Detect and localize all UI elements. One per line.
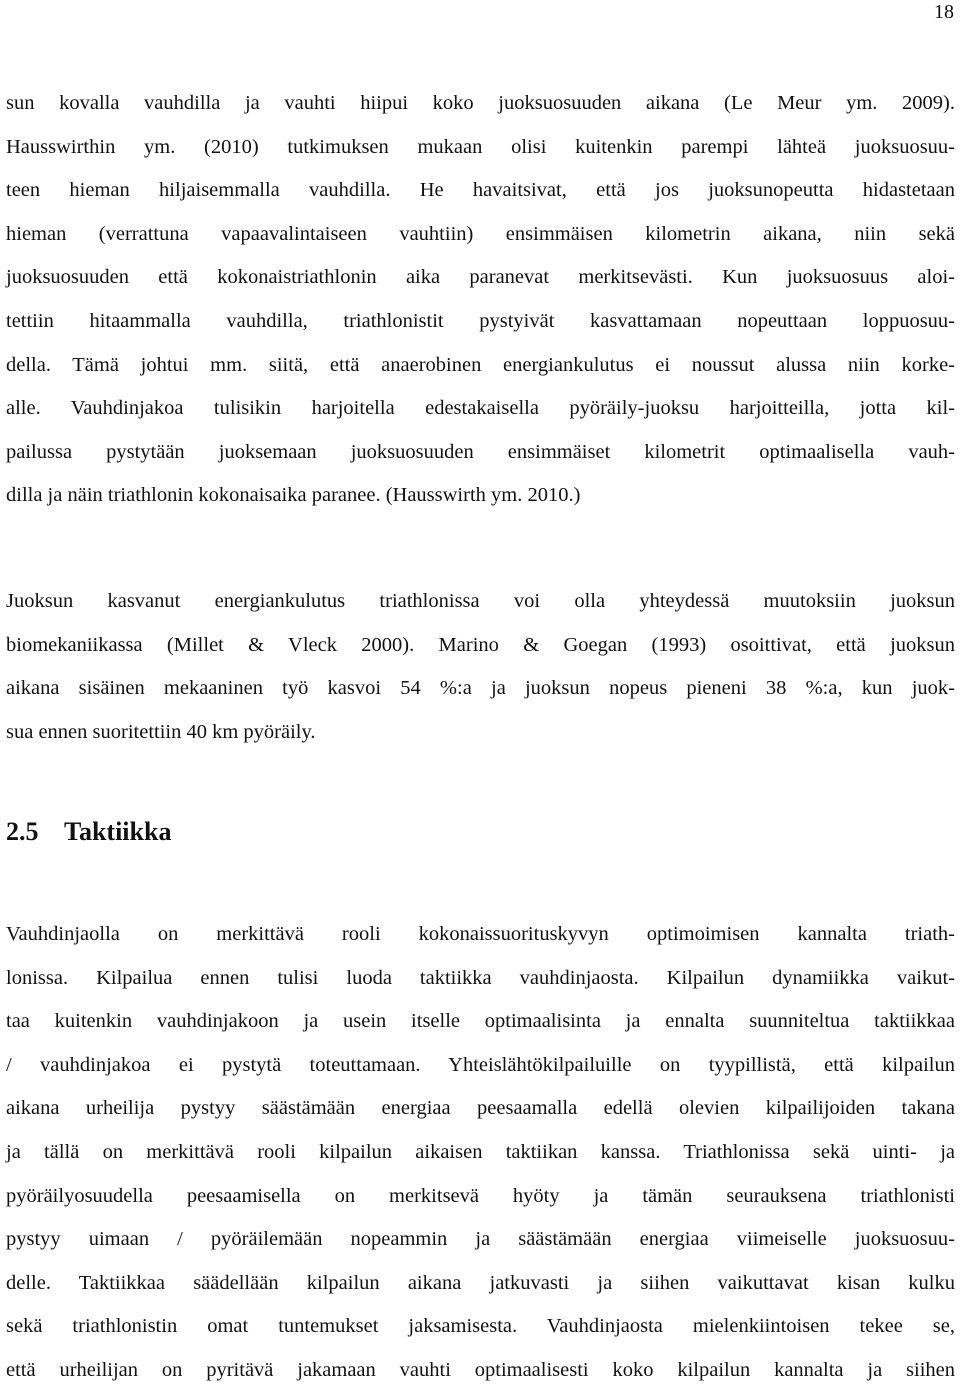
text-line: aikana sisäinen mekaaninen työ kasvoi 54 %:a ja juoksun nopeus pieneni 38 %:a, kun juok- bbox=[6, 677, 955, 700]
text-line: alle. Vauhdinjakoa tulisikin harjoitella edestakaisella pyöräily-juoksu harjoitteilla, jotta kil- bbox=[6, 397, 955, 420]
text-line: della. Tämä johtui mm. siitä, että anaerobinen energiankulutus ei noussut alussa niin korke- bbox=[6, 353, 955, 376]
text-line: tettiin hitaammalla vauhdilla, triathlonistit pystyivät kasvattamaan nopeuttaan loppuosuu- bbox=[6, 309, 955, 332]
section-heading bbox=[6, 814, 171, 850]
text-line: Hausswirthin ym. (2010) tutkimuksen mukaan olisi kuitenkin parempi lähteä juoksuosuu- bbox=[6, 135, 955, 158]
text-line: delle. Taktiikkaa säädellään kilpailun aikana jatkuvasti ja siihen vaikuttavat kisan kulku bbox=[6, 1271, 955, 1294]
text-line: sun kovalla vauhdilla ja vauhti hiipui koko juoksuosuuden aikana (Le Meur ym. 2009). bbox=[6, 92, 955, 114]
text-line: / vauhdinjakoa ei pystytä toteuttamaan. Yhteislähtökilpailuille on tyypillistä, että kilpailun bbox=[6, 1053, 955, 1076]
section-title: Taktiikka bbox=[64, 817, 172, 846]
text-line: sekä triathlonistin omat tuntemukset jaksamisesta. Vauhdinjaosta mielenkiintoisen tekee se, bbox=[6, 1315, 955, 1338]
section-number: 2.5 bbox=[6, 817, 39, 846]
text-line: Vauhdinjaolla on merkittävä rooli kokonaissuorituskyvyn optimoimisen kannalta triath- bbox=[6, 923, 955, 945]
text-line: ja tällä on merkittävä rooli kilpailun aikaisen taktiikan kanssa. Triathlonissa sekä uinti- ja bbox=[6, 1140, 955, 1163]
text-line: juoksuosuuden että kokonaistriathlonin aika paranevat merkitsevästi. Kun juoksuosuus aloi- bbox=[6, 266, 955, 289]
paragraph-tactics bbox=[6, 913, 955, 1393]
text-line: pyöräilyosuudella peesaamisella on merkitsevä hyöty ja tämän seurauksena triathlonisti bbox=[6, 1184, 955, 1207]
paragraph-pacing-research bbox=[6, 82, 955, 518]
text-line: dilla ja näin triathlonin kokonaisaika paranee. (Hausswirth ym. 2010.) bbox=[6, 484, 581, 507]
text-line: lonissa. Kilpailua ennen tulisi luoda taktiikka vauhdinjaosta. Kilpailun dynamiikka vaikut- bbox=[6, 966, 955, 989]
text-line: pailussa pystytään juoksemaan juoksuosuuden ensimmäiset kilometrit optimaalisella vauh- bbox=[6, 440, 955, 463]
text-line: teen hieman hiljaisemmalla vauhdilla. He havaitsivat, että jos juoksunopeutta hidastetaan bbox=[6, 179, 955, 202]
text-line: sua ennen suoritettiin 40 km pyöräily. bbox=[6, 720, 316, 743]
paragraph-energy-cost bbox=[6, 580, 955, 754]
text-line: taa kuitenkin vauhdinjakoon ja usein itselle optimaalisinta ja ennalta suunniteltua taktiikkaa bbox=[6, 1010, 955, 1033]
text-line: hieman (verrattuna vapaavalintaiseen vauhtiin) ensimmäisen kilometrin aikana, niin sekä bbox=[6, 222, 955, 245]
text-line: biomekaniikassa (Millet & Vleck 2000). Marino & Goegan (1993) osoittivat, että juoksun bbox=[6, 633, 955, 656]
text-line: että urheilijan on pyritävä jakamaan vauhti optimaalisesti koko kilpailun kannalta ja siihen bbox=[6, 1358, 955, 1381]
text-line: aikana urheilija pystyy säästämään energiaa peesaamalla edellä olevien kilpailijoiden takana bbox=[6, 1097, 955, 1120]
page-number: 18 bbox=[934, 1, 954, 23]
text-line: pystyy uimaan / pyöräilemään nopeammin ja säästämään energiaa viimeiselle juoksuosuu- bbox=[6, 1228, 955, 1251]
text-line: Juoksun kasvanut energiankulutus triathlonissa voi olla yhteydessä muutoksiin juoksun bbox=[6, 590, 955, 612]
